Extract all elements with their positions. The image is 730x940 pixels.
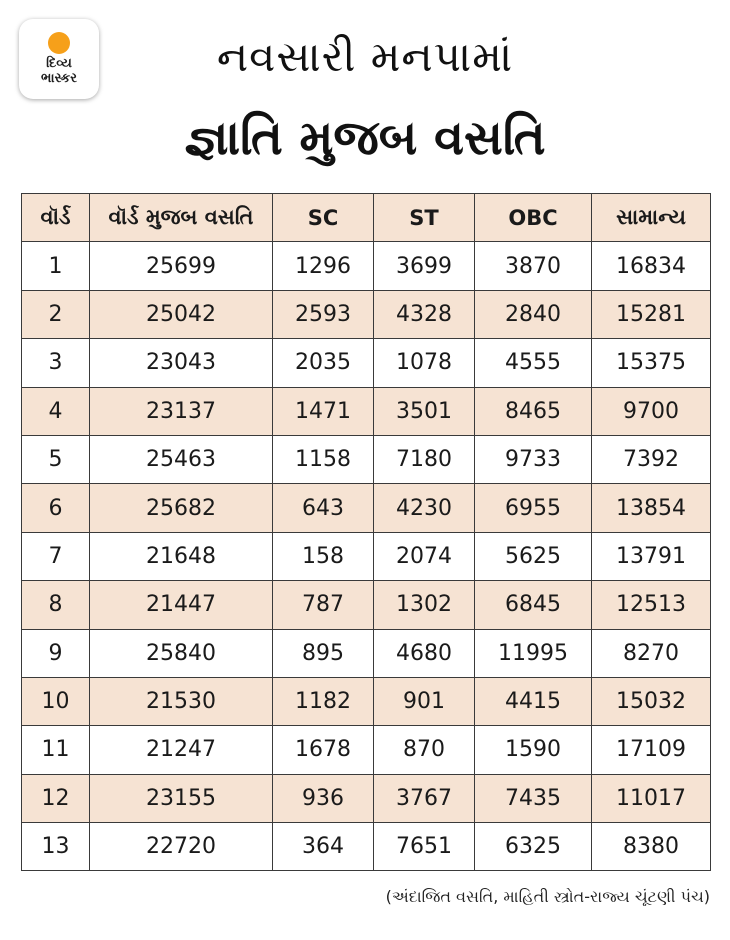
cell-ward: 2 — [22, 290, 90, 338]
cell-ward-population: 21247 — [90, 726, 273, 774]
table-row — [22, 581, 711, 629]
page-title-line2: જ્ઞાતિ મુજબ વસતિ — [184, 110, 546, 166]
cell-st: 4680 — [374, 629, 475, 677]
cell-ward-population: 25682 — [90, 484, 273, 532]
table-row — [22, 677, 711, 725]
cell-obc: 5625 — [475, 532, 592, 580]
cell-obc: 6845 — [475, 581, 592, 629]
cell-st: 901 — [374, 677, 475, 725]
table-row — [22, 290, 711, 338]
cell-ward: 3 — [22, 339, 90, 387]
cell-ward: 11 — [22, 726, 90, 774]
cell-st: 2074 — [374, 532, 475, 580]
cell-st: 4230 — [374, 484, 475, 532]
cell-obc: 11995 — [475, 629, 592, 677]
cell-ward-population: 25840 — [90, 629, 273, 677]
header-general: સામાન્ય — [592, 194, 711, 242]
cell-sc: 1471 — [273, 387, 374, 435]
cell-ward: 12 — [22, 774, 90, 822]
header-st: ST — [374, 194, 475, 242]
cell-sc: 158 — [273, 532, 374, 580]
cell-ward: 10 — [22, 677, 90, 725]
cell-obc: 8465 — [475, 387, 592, 435]
cell-general: 15375 — [592, 339, 711, 387]
source-note: (અંદાજિત વસતિ, માહિતી સ્ત્રોત-રાજ્ય ચૂંટણી પંચ) — [385, 887, 710, 906]
cell-ward: 4 — [22, 387, 90, 435]
cell-obc: 9733 — [475, 435, 592, 483]
cell-ward: 9 — [22, 629, 90, 677]
table-row — [22, 484, 711, 532]
cell-general: 8270 — [592, 629, 711, 677]
cell-obc: 4415 — [475, 677, 592, 725]
cell-st: 7651 — [374, 823, 475, 871]
cell-ward: 6 — [22, 484, 90, 532]
header-sc: SC — [273, 194, 374, 242]
cell-st: 4328 — [374, 290, 475, 338]
cell-ward-population: 21447 — [90, 581, 273, 629]
cell-ward-population: 21648 — [90, 532, 273, 580]
cell-st: 1078 — [374, 339, 475, 387]
table-row — [22, 339, 711, 387]
cell-sc: 1158 — [273, 435, 374, 483]
cell-sc: 2593 — [273, 290, 374, 338]
cell-general: 15281 — [592, 290, 711, 338]
table-row — [22, 435, 711, 483]
cell-sc: 1296 — [273, 242, 374, 290]
cell-st: 7180 — [374, 435, 475, 483]
cell-ward-population: 23155 — [90, 774, 273, 822]
cell-obc: 4555 — [475, 339, 592, 387]
cell-ward-population: 23137 — [90, 387, 273, 435]
cell-ward-population: 25699 — [90, 242, 273, 290]
cell-ward-population: 22720 — [90, 823, 273, 871]
cell-sc: 1182 — [273, 677, 374, 725]
table-row — [22, 387, 711, 435]
population-table — [21, 193, 711, 871]
cell-general: 13791 — [592, 532, 711, 580]
table-row — [22, 532, 711, 580]
cell-ward: 8 — [22, 581, 90, 629]
cell-general: 9700 — [592, 387, 711, 435]
cell-general: 15032 — [592, 677, 711, 725]
cell-st: 3501 — [374, 387, 475, 435]
cell-obc: 1590 — [475, 726, 592, 774]
cell-general: 16834 — [592, 242, 711, 290]
cell-st: 3699 — [374, 242, 475, 290]
table-header-row — [22, 194, 711, 242]
header-ward: વૉર્ડ — [22, 194, 90, 242]
cell-ward-population: 25042 — [90, 290, 273, 338]
cell-sc: 364 — [273, 823, 374, 871]
cell-obc: 7435 — [475, 774, 592, 822]
cell-general: 7392 — [592, 435, 711, 483]
cell-ward-population: 25463 — [90, 435, 273, 483]
header-obc: OBC — [475, 194, 592, 242]
cell-obc: 6955 — [475, 484, 592, 532]
cell-sc: 1678 — [273, 726, 374, 774]
cell-general: 17109 — [592, 726, 711, 774]
cell-general: 13854 — [592, 484, 711, 532]
cell-obc: 3870 — [475, 242, 592, 290]
table-row — [22, 774, 711, 822]
cell-general: 11017 — [592, 774, 711, 822]
cell-sc: 936 — [273, 774, 374, 822]
cell-general: 12513 — [592, 581, 711, 629]
cell-st: 870 — [374, 726, 475, 774]
cell-general: 8380 — [592, 823, 711, 871]
cell-sc: 643 — [273, 484, 374, 532]
table-row — [22, 242, 711, 290]
cell-obc: 6325 — [475, 823, 592, 871]
cell-ward-population: 21530 — [90, 677, 273, 725]
cell-sc: 895 — [273, 629, 374, 677]
table-row — [22, 726, 711, 774]
table-row — [22, 629, 711, 677]
page-title-line1: નવસારી મનપામાં — [216, 32, 514, 81]
cell-ward: 13 — [22, 823, 90, 871]
cell-sc: 2035 — [273, 339, 374, 387]
cell-st: 1302 — [374, 581, 475, 629]
cell-ward-population: 23043 — [90, 339, 273, 387]
logo-text-line2: ભાસ્કર — [41, 71, 77, 86]
header-ward-population: વૉર્ડ મુજબ વસતિ — [90, 194, 273, 242]
cell-ward: 5 — [22, 435, 90, 483]
cell-ward: 1 — [22, 242, 90, 290]
cell-sc: 787 — [273, 581, 374, 629]
cell-obc: 2840 — [475, 290, 592, 338]
cell-st: 3767 — [374, 774, 475, 822]
logo-text-line1: દિવ્ય — [46, 56, 72, 71]
table-row — [22, 823, 711, 871]
cell-ward: 7 — [22, 532, 90, 580]
